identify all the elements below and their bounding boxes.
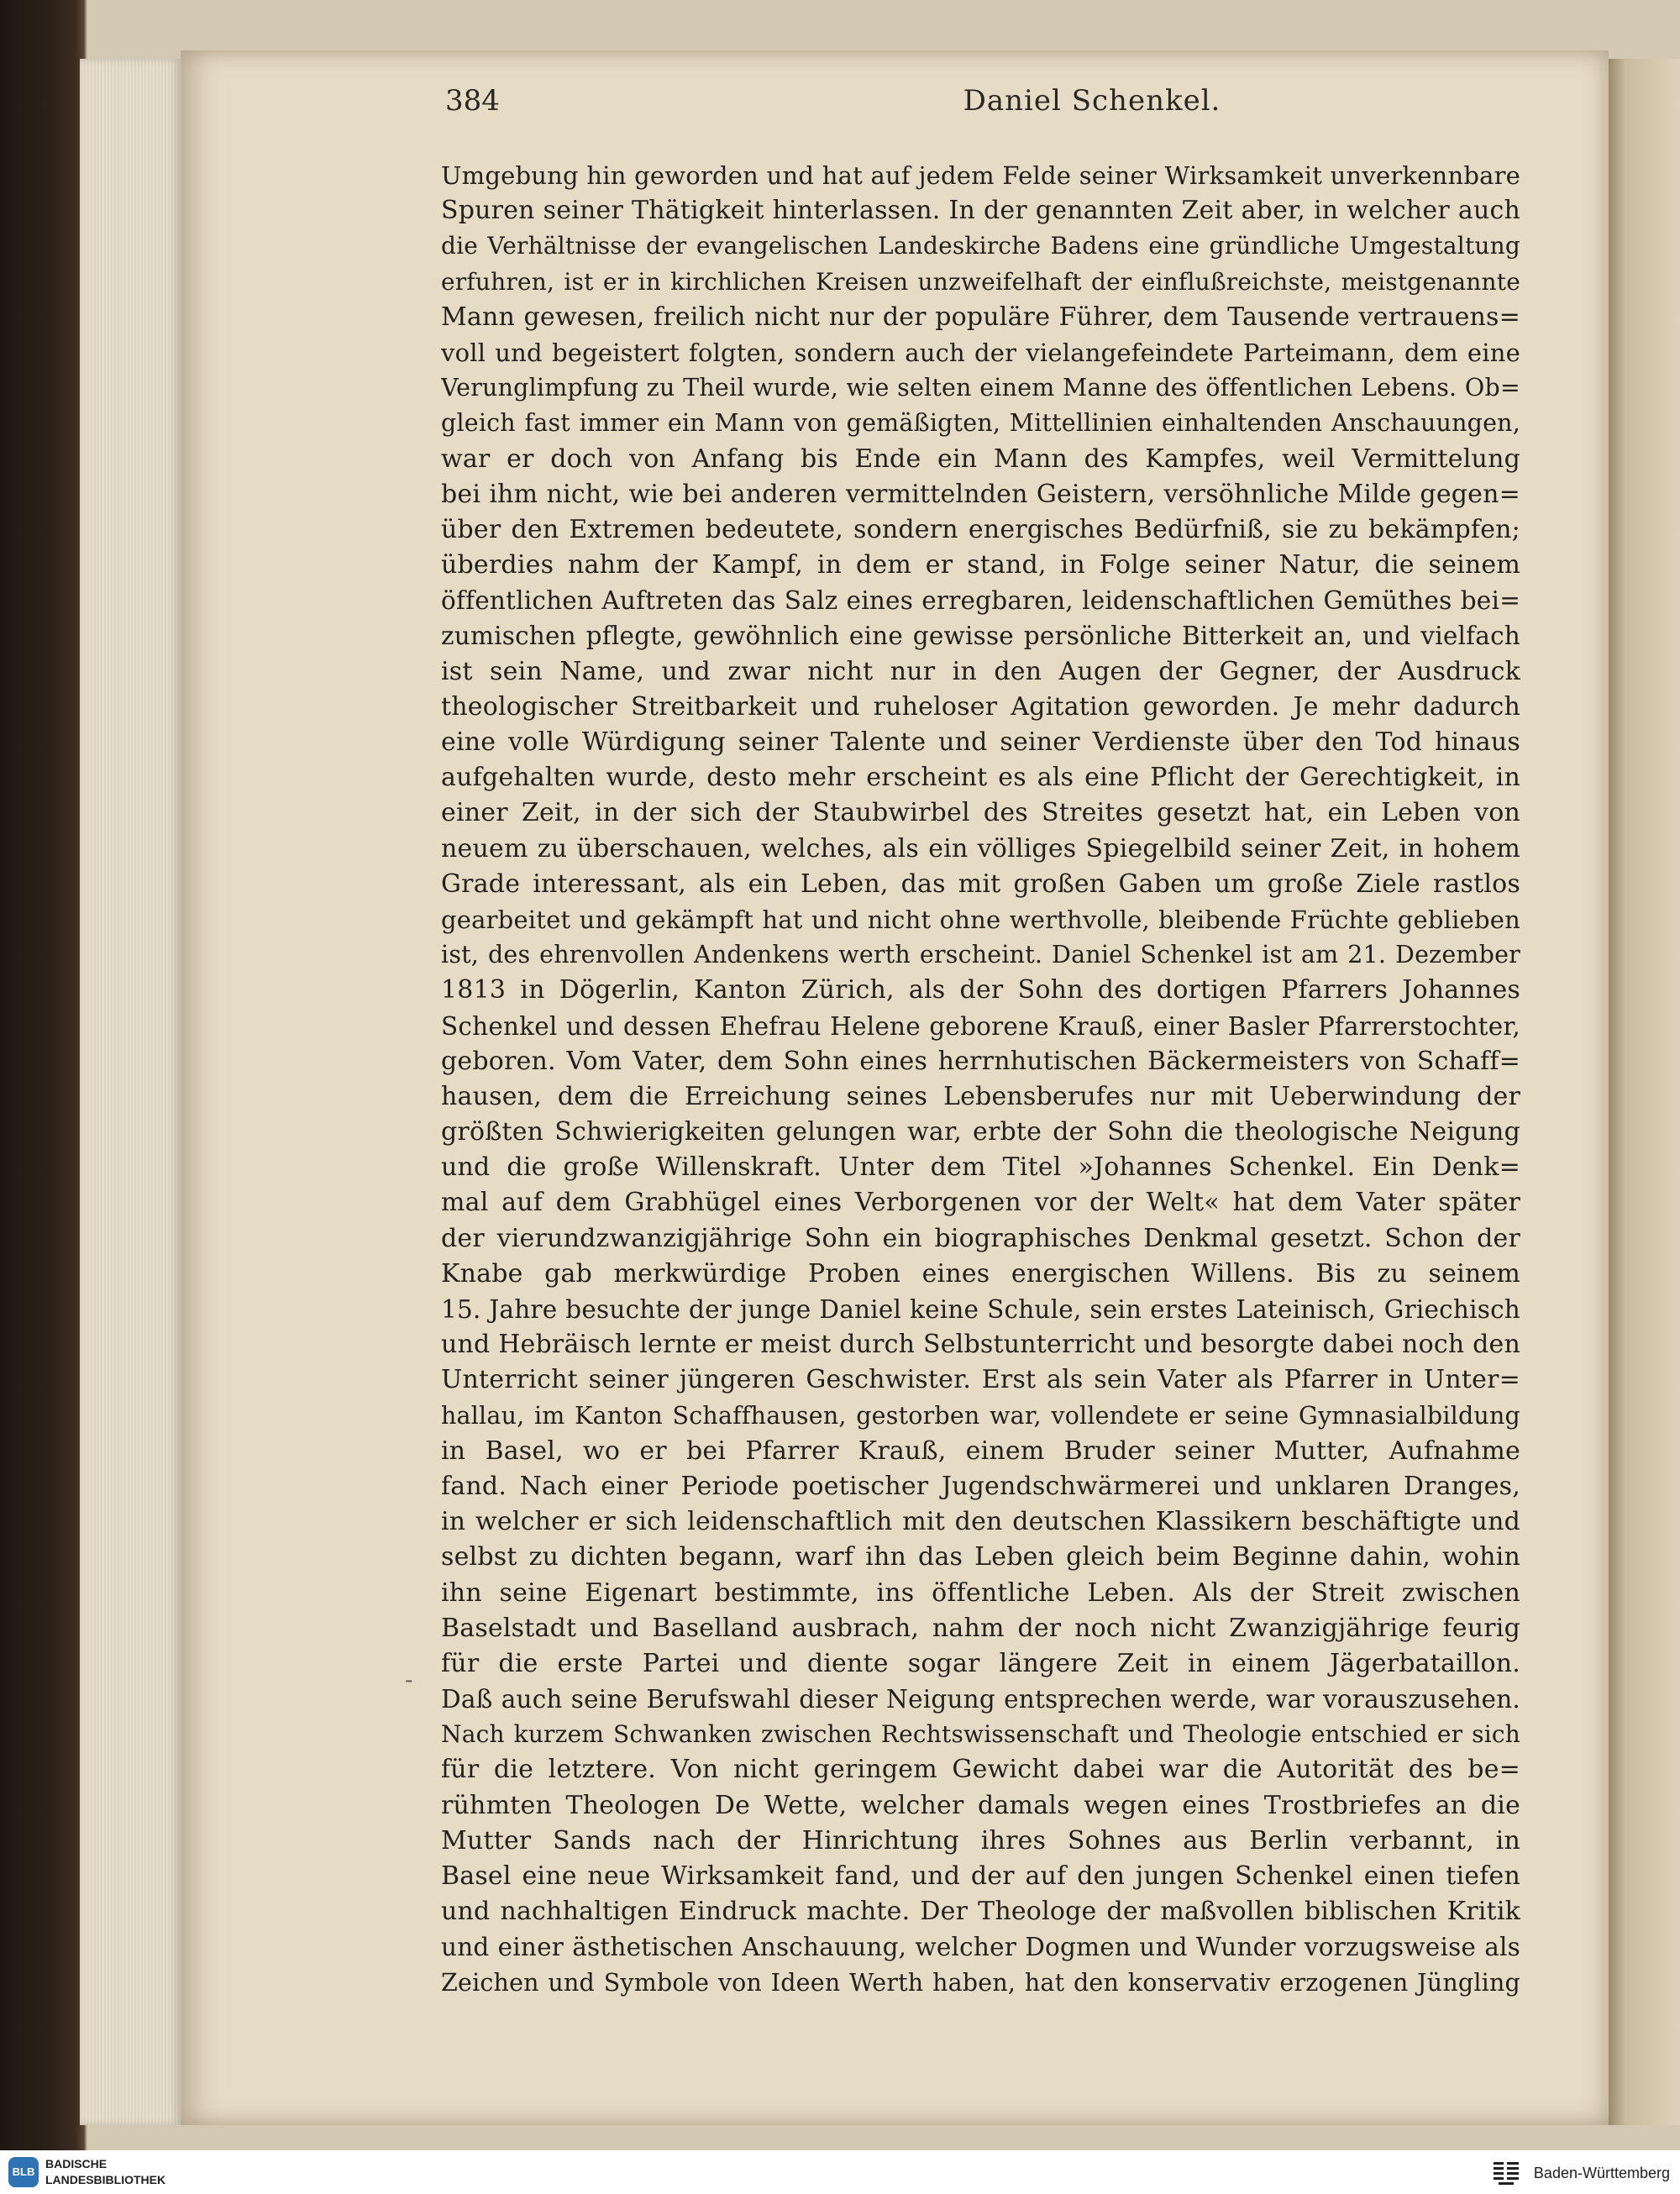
text-line: aufgehalten wurde, desto mehr erscheint es als eine Pflicht der Gerechtigkeit, in: [441, 763, 1520, 793]
text-line: ist, des ehrenvollen Andenkens werth erscheint. Daniel Schenkel ist am 21. Dezember: [441, 941, 1520, 969]
text-line: theologischer Streitbarkeit und ruheloser Agitation geworden. Je mehr dadurch: [441, 691, 1520, 722]
text-line: Zeichen und Symbole von Ideen Werth haben, hat den konservativ erzogenen Jüngling: [441, 1968, 1520, 1997]
text-line: hallau, im Kanton Schaffhausen, gestorben war, vollendete er seine Gymnasialbildung: [441, 1401, 1520, 1430]
text-line: Nach kurzem Schwanken zwischen Rechtswissenschaft und Theologie entschied er sich: [441, 1720, 1520, 1749]
text-line: Unterricht seiner jüngeren Geschwister. Erst als sein Vater als Pfarrer in Unter=: [441, 1365, 1520, 1395]
book-page-edges: [80, 59, 181, 2125]
blb-logo-icon: BLB: [8, 2157, 39, 2187]
text-line: einer Zeit, in der sich der Staubwirbel des Streites gesetzt hat, ein Leben von: [441, 798, 1520, 828]
text-line: ist sein Name, und zwar nicht nur in den Augen der Gegner, der Ausdruck: [441, 656, 1520, 686]
text-line: und einer ästhetischen Anschauung, welcher Dogmen und Wunder vorzugsweise als: [441, 1933, 1520, 1962]
running-title: Daniel Schenkel.: [963, 84, 1221, 118]
text-line: eine volle Würdigung seiner Talente und seiner Verdienste über den Tod hinaus: [441, 727, 1520, 757]
text-line: geboren. Vom Vater, dem Sohn eines herrnhutischen Bäckermeisters von Schaff=: [441, 1046, 1520, 1076]
text-line: rühmten Theologen De Wette, welcher damals wegen eines Trostbriefes an die: [441, 1790, 1520, 1820]
text-line: ihn seine Eigenart bestimmte, ins öffentliche Leben. Als der Streit zwischen: [441, 1577, 1520, 1608]
bw-coat-of-arms-icon: [1492, 2159, 1520, 2187]
viewer-footer: [0, 2150, 1680, 2194]
text-line: Grade interessant, als ein Leben, das mit großen Gaben um große Ziele rastlos: [441, 869, 1520, 899]
text-line: über den Extremen bedeutete, sondern energisches Bedürfniß, sie zu bekämpfen;: [441, 514, 1520, 544]
text-line: gleich fast immer ein Mann von gemäßigten, Mittellinien einhaltenden Anschauungen,: [441, 409, 1520, 438]
facing-page-edge: [1609, 59, 1680, 2125]
text-line: für die letztere. Von nicht geringem Gewicht dabei war die Autorität des be=: [441, 1755, 1520, 1785]
text-line: zumischen pflegte, gewöhnlich eine gewisse persönliche Bitterkeit an, und vielfach: [441, 622, 1520, 651]
text-line: der vierundzwanzigjährige Sohn ein biographisches Denkmal gesetzt. Schon der: [441, 1223, 1520, 1253]
text-line: größten Schwierigkeiten gelungen war, erbte der Sohn die theologische Neigung: [441, 1117, 1520, 1147]
text-line: Knabe gab merkwürdige Proben eines energischen Willens. Bis zu seinem: [441, 1258, 1520, 1289]
text-line: selbst zu dichten begann, warf ihn das Leben gleich beim Beginne dahin, wohin: [441, 1542, 1520, 1572]
page-body-text: [441, 158, 1520, 2001]
library-name-line1: BADISCHE: [45, 2157, 108, 2170]
text-line: Umgebung hin geworden und hat auf jedem Felde seiner Wirksamkeit unverkennbare: [441, 161, 1520, 190]
text-line: und Hebräisch lernte er meist durch Selbstunterricht und besorgte dabei noch den: [441, 1330, 1520, 1360]
text-line: Mutter Sands nach der Hinrichtung ihres Sohnes aus Berlin verbannt, in: [441, 1825, 1520, 1855]
text-line: Verunglimpfung zu Theil wurde, wie selten einem Manne des öffentlichen Lebens. Ob=: [441, 374, 1520, 402]
library-name: [45, 2156, 165, 2188]
library-name-line2: LANDESBIBLIOTHEK: [45, 2173, 166, 2186]
margin-mark: -: [405, 1666, 413, 1693]
text-line: Daß auch seine Berufswahl dieser Neigung entsprechen werde, war vorauszusehen.: [441, 1685, 1520, 1714]
text-line: Basel eine neue Wirksamkeit fand, und der auf den jungen Schenkel einen tiefen: [441, 1861, 1520, 1891]
text-line: fand. Nach einer Periode poetischer Jugendschwärmerei und unklaren Dranges,: [441, 1471, 1520, 1501]
text-line: hausen, dem die Erreichung seines Lebensberufes nur mit Ueberwindung der: [441, 1081, 1520, 1111]
text-line: mal auf dem Grabhügel eines Verborgenen vor der Welt« hat dem Vater später: [441, 1188, 1520, 1218]
text-line: und nachhaltigen Eindruck machte. Der Theologe der maßvollen biblischen Kritik: [441, 1897, 1520, 1927]
text-line: 1813 in Dögerlin, Kanton Zürich, als der Sohn des dortigen Pfarrers Johannes: [441, 975, 1520, 1005]
text-line: überdies nahm der Kampf, in dem er stand, in Folge seiner Natur, die seinem: [441, 550, 1520, 580]
text-line: bei ihm nicht, wie bei anderen vermittelnden Geistern, versöhnliche Milde gegen=: [441, 479, 1520, 509]
text-line: Spuren seiner Thätigkeit hinterlassen. In der genannten Zeit aber, in welcher auch: [441, 196, 1520, 226]
text-line: voll und begeistert folgten, sondern auch der vielangefeindete Parteimann, dem eine: [441, 338, 1520, 367]
text-line: war er doch von Anfang bis Ende ein Mann des Kampfes, weil Vermittelung: [441, 444, 1520, 474]
text-line: für die erste Partei und diente sogar längere Zeit in einem Jägerbataillon.: [441, 1648, 1520, 1678]
text-line: Schenkel und dessen Ehefrau Helene geborene Krauß, einer Basler Pfarrerstochter,: [441, 1011, 1520, 1041]
text-line: öffentlichen Auftreten das Salz eines erregbaren, leidenschaftlichen Gemüthes bei=: [441, 586, 1520, 616]
text-line: in welcher er sich leidenschaftlich mit den deutschen Klassikern beschäftigte und: [441, 1507, 1520, 1537]
text-line: die Verhältnisse der evangelischen Landeskirche Badens eine gründliche Umgestaltung: [441, 232, 1520, 260]
text-line: Mann gewesen, freilich nicht nur der populäre Führer, dem Tausende vertrauens=: [441, 302, 1520, 332]
text-line: erfuhren, ist er in kirchlichen Kreisen unzweifelhaft der einflußreichste, meistgenannte: [441, 267, 1520, 296]
text-line: und die große Willenskraft. Unter dem Titel »Johannes Schenkel. Ein Denk=: [441, 1152, 1520, 1183]
running-head: [445, 84, 1520, 134]
text-line: Baselstadt und Baselland ausbrach, nahm der noch nicht Zwanzigjährige feurig: [441, 1613, 1520, 1643]
page-number: 384: [445, 84, 500, 118]
text-line: neuem zu überschauen, welches, als ein völliges Spiegelbild seiner Zeit, in hohem: [441, 833, 1520, 863]
text-line: in Basel, wo er bei Pfarrer Krauß, einem Bruder seiner Mutter, Aufnahme: [441, 1436, 1520, 1466]
text-line: 15. Jahre besuchte der junge Daniel keine Schule, sein erstes Lateinisch, Griechisch: [441, 1295, 1520, 1324]
state-name: Baden-Württemberg: [1533, 2165, 1670, 2181]
text-line: gearbeitet und gekämpft hat und nicht ohne werthvolle, bleibende Früchte geblieben: [441, 905, 1520, 934]
